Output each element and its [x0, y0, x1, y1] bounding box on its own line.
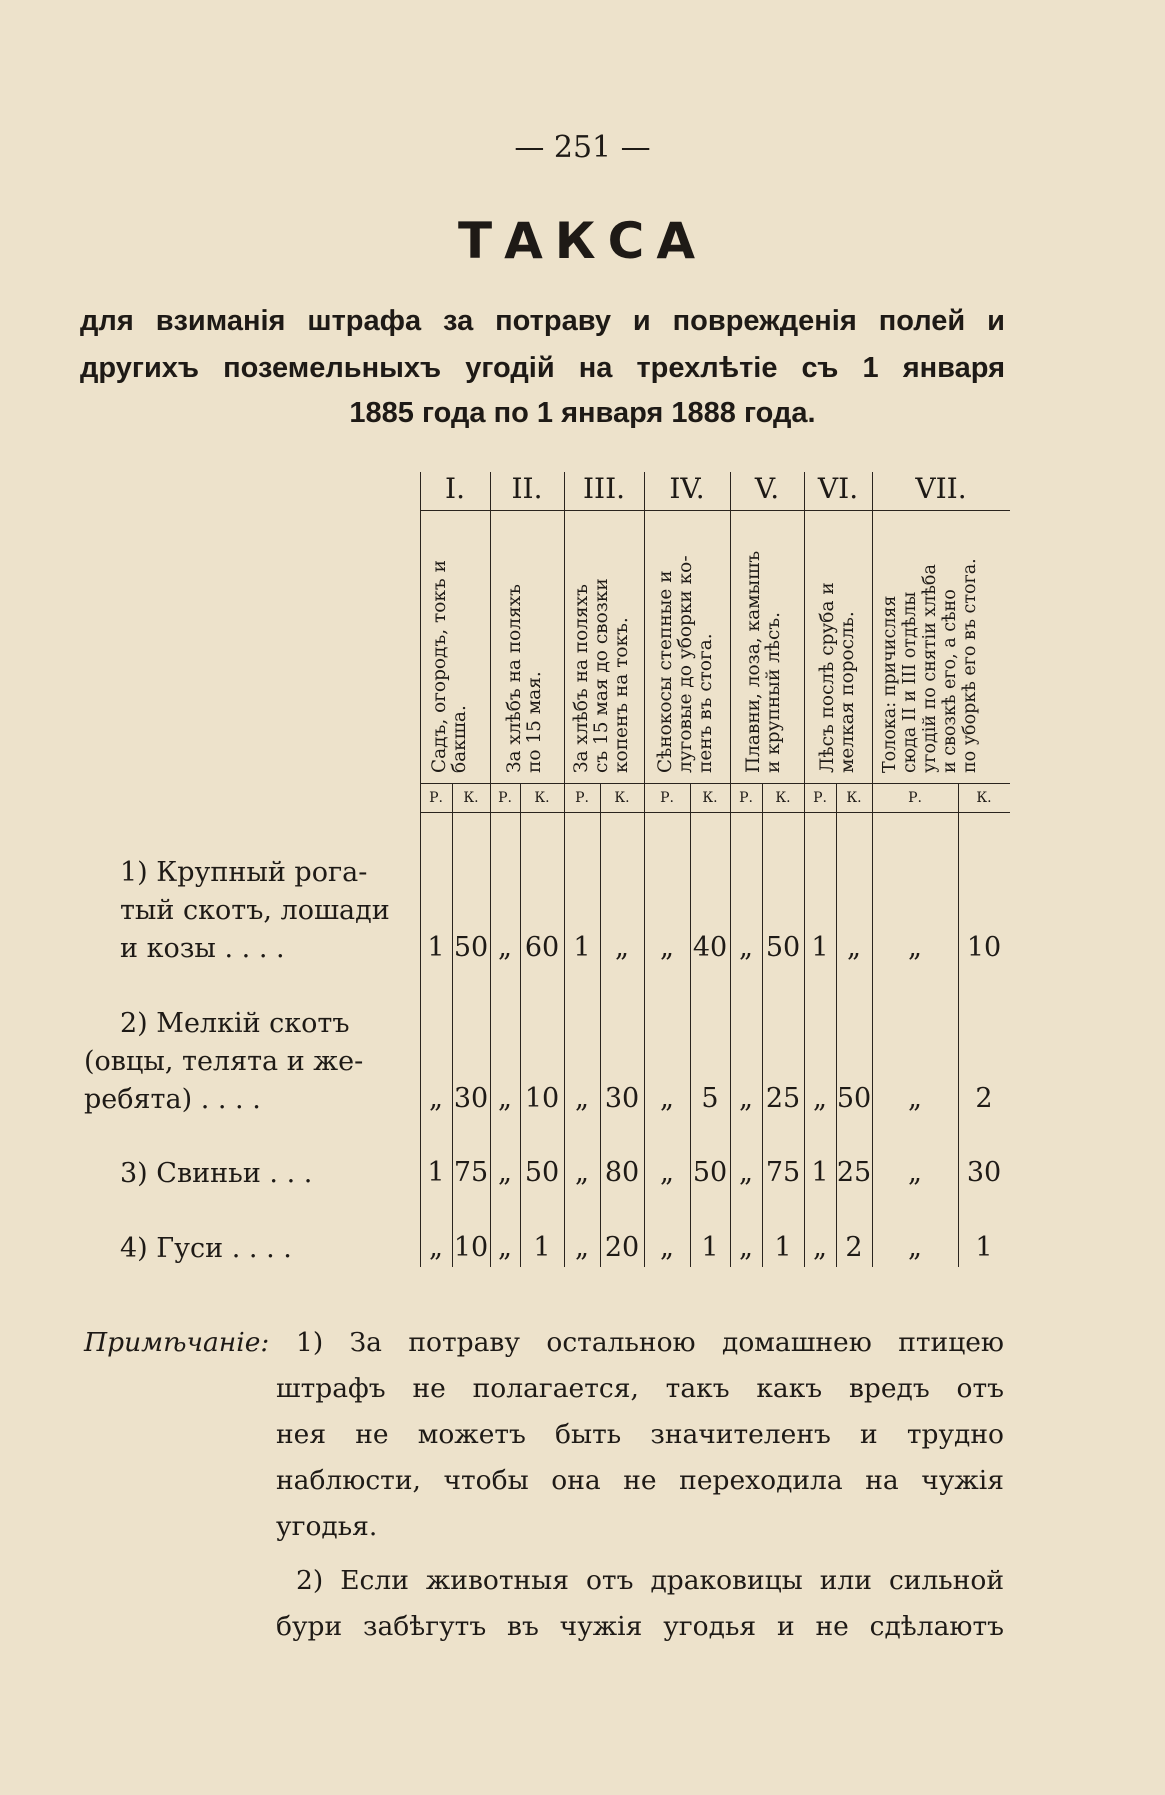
cell: 60	[524, 932, 560, 963]
subcol-divider	[762, 783, 763, 1267]
cell: 10	[453, 1232, 489, 1263]
subcol-divider	[958, 783, 959, 1267]
cell: „	[813, 1083, 827, 1114]
cell: 10	[966, 932, 1002, 963]
cell: 30	[604, 1083, 640, 1114]
row-label-pigs: 3) Свиньи . . .	[120, 1158, 313, 1189]
unit-kop: К.	[463, 790, 479, 806]
col-number-5: V.	[754, 472, 780, 505]
col-heading-6: Лѣсъ послѣ сруба и мелкая поросль.	[817, 582, 858, 773]
col-heading-3: За хлѣбъ на поляхъ съ 15 мая до свозки копенъ на токъ.	[571, 578, 632, 773]
cell: 50	[692, 1157, 728, 1188]
cell: 2	[845, 1232, 863, 1263]
cell: „	[739, 1232, 753, 1263]
cell: „	[498, 1083, 512, 1114]
unit-rub: Р.	[908, 790, 922, 806]
col-heading-7: Толока: причисляя сюда II и III отдѣлы угодій по снятіи хлѣба и свозкѣ его, а сѣно по уборкѣ его въ стога.	[880, 558, 980, 773]
subtitle-line-1: для взиманія штрафа за потраву и поврежденія полей и	[80, 305, 1005, 337]
note-line: бури забѣгутъ въ чужія угодья и не сдѣлаютъ	[276, 1611, 1004, 1642]
cell: 50	[453, 932, 489, 963]
cell: „	[847, 932, 861, 963]
unit-rub: Р.	[575, 790, 589, 806]
unit-kop: К.	[614, 790, 630, 806]
cell: 5	[701, 1083, 719, 1114]
cell: 1	[701, 1232, 719, 1263]
unit-rub: Р.	[498, 790, 512, 806]
cell: 1	[774, 1232, 792, 1263]
col-divider	[872, 472, 873, 1267]
head-bottom-rule	[420, 783, 1010, 784]
note-label: Примѣчаніе:	[84, 1327, 270, 1358]
col-divider	[730, 472, 731, 1267]
col-heading-2: За хлѣбъ на поляхъ по 15 мая.	[504, 584, 545, 773]
cell: 50	[524, 1157, 560, 1188]
col-number-1: I.	[445, 472, 465, 505]
row-label-geese: 4) Гуси . . . .	[120, 1233, 292, 1264]
cell: „	[908, 932, 922, 963]
cell: 25	[765, 1083, 801, 1114]
note-line: нея не можетъ быть значителенъ и трудно	[276, 1419, 1004, 1450]
unit-kop: К.	[702, 790, 718, 806]
cell: 1	[533, 1232, 551, 1263]
cell: „	[660, 1232, 674, 1263]
note-line: 2) Если животныя отъ драковицы или сильной	[296, 1565, 1004, 1596]
cell: „	[739, 1157, 753, 1188]
cell: „	[813, 1232, 827, 1263]
cell: „	[739, 1083, 753, 1114]
unit-kop: К.	[775, 790, 791, 806]
cell: „	[429, 1083, 443, 1114]
cell: 2	[975, 1083, 993, 1114]
cell: 75	[765, 1157, 801, 1188]
col-number-6: VI.	[817, 472, 859, 505]
cell: „	[739, 932, 753, 963]
col-divider	[804, 472, 805, 1267]
col-number-3: III.	[582, 472, 626, 505]
cell: 1	[573, 932, 591, 963]
unit-bottom-rule	[420, 812, 1010, 813]
col-divider	[420, 472, 421, 1267]
unit-kop: К.	[534, 790, 550, 806]
cell: „	[660, 1157, 674, 1188]
unit-rub: Р.	[660, 790, 674, 806]
subcol-divider	[520, 783, 521, 1267]
cell: 30	[453, 1083, 489, 1114]
subcol-divider	[690, 783, 691, 1267]
cell: 20	[604, 1232, 640, 1263]
cell: „	[498, 932, 512, 963]
cell: 1	[427, 1157, 445, 1188]
col-number-4: IV.	[669, 472, 705, 505]
unit-kop: К.	[976, 790, 992, 806]
cell: „	[575, 1083, 589, 1114]
note-line: наблюсти, чтобы она не переходила на чужія	[276, 1465, 1004, 1496]
cell: 30	[966, 1157, 1002, 1188]
cell: „	[498, 1232, 512, 1263]
cell: „	[575, 1157, 589, 1188]
col-number-7: VII.	[915, 472, 967, 505]
cell: 25	[836, 1157, 872, 1188]
note-line: угодья.	[276, 1511, 378, 1542]
header-rule	[420, 510, 1010, 511]
cell: 1	[975, 1232, 993, 1263]
subtitle-line-2: другихъ поземельныхъ угодій на трехлѣтіе съ 1 января	[80, 352, 1005, 384]
col-heading-5: Плавни, лоза, камышъ и крупный лѣсъ.	[743, 550, 784, 773]
cell: 80	[604, 1157, 640, 1188]
cell: 1	[811, 932, 829, 963]
subcol-divider	[600, 783, 601, 1267]
page-number: — 251 —	[514, 130, 651, 165]
note-line: штрафъ не полагается, такъ какъ вредъ отъ	[276, 1373, 1004, 1404]
unit-rub: Р.	[429, 790, 443, 806]
cell: „	[575, 1232, 589, 1263]
cell: „	[908, 1232, 922, 1263]
col-divider	[490, 472, 491, 1267]
cell: „	[660, 932, 674, 963]
cell: „	[660, 1083, 674, 1114]
cell: „	[908, 1083, 922, 1114]
subcol-divider	[836, 783, 837, 1267]
cell: „	[498, 1157, 512, 1188]
cell: „	[908, 1157, 922, 1188]
cell: „	[429, 1232, 443, 1263]
cell: 50	[765, 932, 801, 963]
cell: 40	[692, 932, 728, 963]
unit-rub: Р.	[813, 790, 827, 806]
cell: „	[615, 932, 629, 963]
col-divider	[644, 472, 645, 1267]
cell: 50	[836, 1083, 872, 1114]
unit-kop: К.	[846, 790, 862, 806]
subtitle-line-3: 1885 года по 1 января 1888 года.	[349, 397, 816, 429]
unit-rub: Р.	[739, 790, 753, 806]
col-heading-1: Садъ, огородъ, токъ и бакша.	[429, 560, 470, 773]
cell: 1	[427, 932, 445, 963]
row-label-cattle: 1) Крупный рога- тый скотъ, лошади и козы . . . .	[120, 857, 390, 964]
cell: 75	[453, 1157, 489, 1188]
col-divider	[564, 472, 565, 1267]
col-heading-4: Сѣнокосы степные и луговые до уборки ко- пенъ въ стога.	[655, 555, 716, 773]
col-number-2: II.	[511, 472, 543, 505]
row-label-small-stock: 2) Мелкій скотъ (овцы, телята и же- ребята) . . . .	[84, 1008, 364, 1115]
cell: 10	[524, 1083, 560, 1114]
subcol-divider	[452, 783, 453, 1267]
note-line: 1) За потраву остальною домашнею птицею	[296, 1327, 1004, 1358]
page-title: ТАКСА	[457, 212, 708, 270]
cell: 1	[811, 1157, 829, 1188]
